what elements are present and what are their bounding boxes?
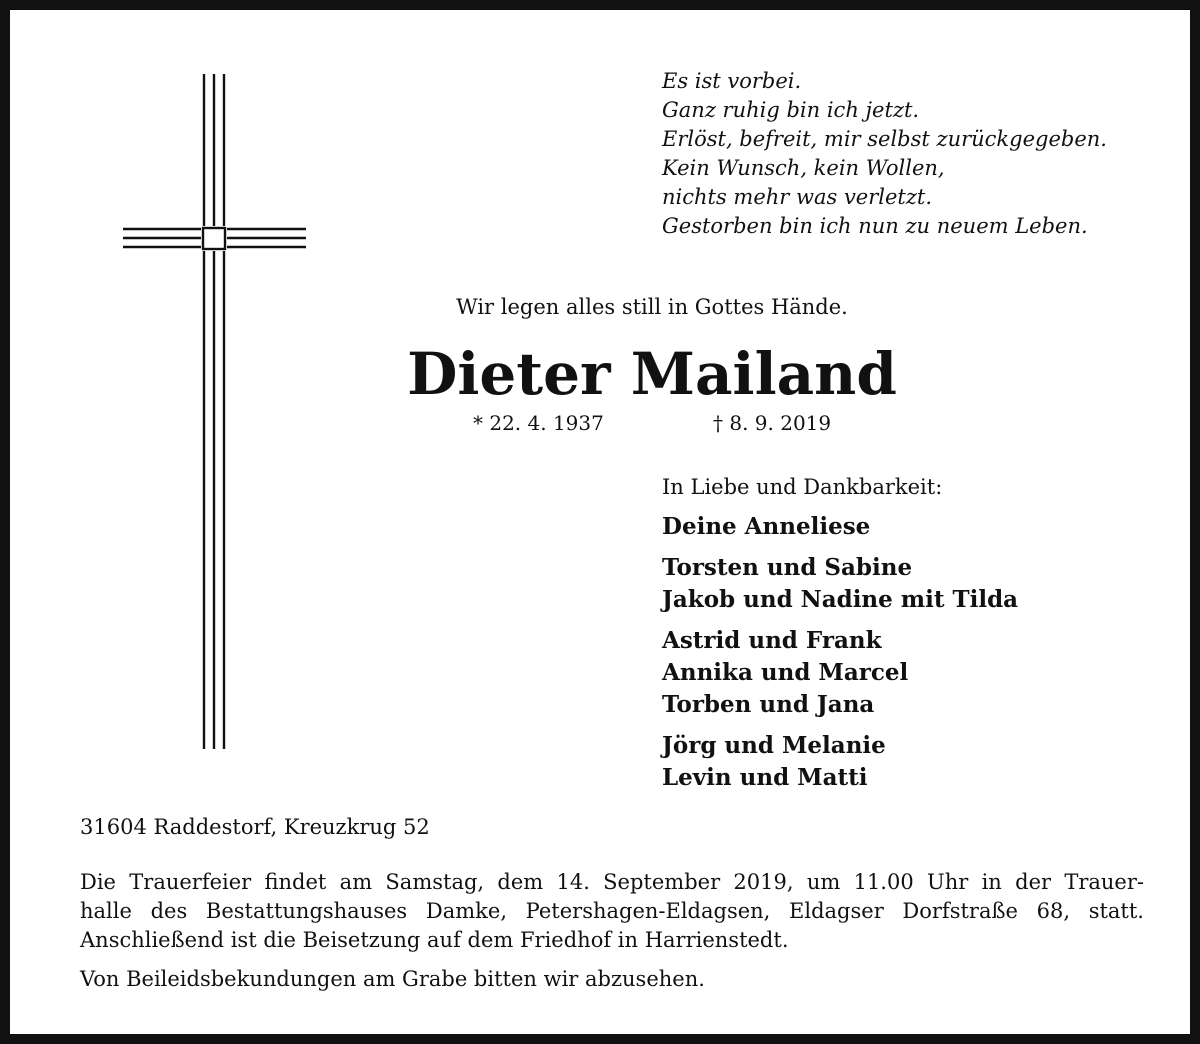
birth-date: * 22. 4. 1937 [473, 411, 604, 435]
mourner-group [662, 625, 1018, 721]
cross-icon [10, 10, 330, 770]
mourner-line: Jörg und Melanie [662, 732, 886, 759]
deceased-name: Dieter Mailand [407, 340, 897, 408]
mourner-line: Jakob und Nadine mit Tilda [662, 586, 1019, 613]
mourners-intro: In Liebe und Dankbarkeit: [662, 475, 943, 499]
condolence-note: Von Beileidsbekundungen am Grabe bitten wir abzusehen. [80, 967, 705, 991]
ceremony-line: Die Trauerfeier findet am Samstag, dem 14. September 2019, um 11.00 Uhr in der Trauer- [80, 870, 1144, 894]
mourner-group [662, 511, 1018, 543]
mourner-group [662, 730, 1018, 794]
mourner-line: Levin und Matti [662, 764, 868, 791]
ceremony-line: Anschließend ist die Beisetzung auf dem Friedhof in Harrienstedt. [80, 928, 789, 952]
poem-line: nichts mehr was verletzt. [662, 185, 933, 209]
address: 31604 Raddestorf, Kreuzkrug 52 [80, 815, 430, 839]
mourner-line: Deine Anneliese [662, 513, 871, 540]
mourner-line: Torben und Jana [662, 691, 875, 718]
motto: Wir legen alles still in Gottes Hände. [456, 295, 848, 319]
death-date: † 8. 9. 2019 [713, 411, 832, 435]
mourner-line: Torsten und Sabine [662, 554, 913, 581]
poem [662, 67, 1107, 241]
ceremony-line: halle des Bestattungshauses Damke, Petershagen-Eldagsen, Eldagser Dorfstraße 68, statt. [80, 899, 1144, 923]
poem-line: Gestorben bin ich nun zu neuem Leben. [662, 214, 1088, 238]
poem-line: Ganz ruhig bin ich jetzt. [662, 98, 920, 122]
ceremony-text [80, 868, 1144, 955]
mourner-line: Annika und Marcel [662, 659, 909, 686]
poem-line: Erlöst, befreit, mir selbst zurückgegeben. [662, 127, 1107, 151]
mourners-list [662, 511, 1018, 803]
poem-line: Es ist vorbei. [662, 69, 802, 93]
mourner-line: Astrid und Frank [662, 627, 882, 654]
poem-line: Kein Wunsch, kein Wollen, [662, 156, 945, 180]
mourner-group [662, 552, 1018, 616]
